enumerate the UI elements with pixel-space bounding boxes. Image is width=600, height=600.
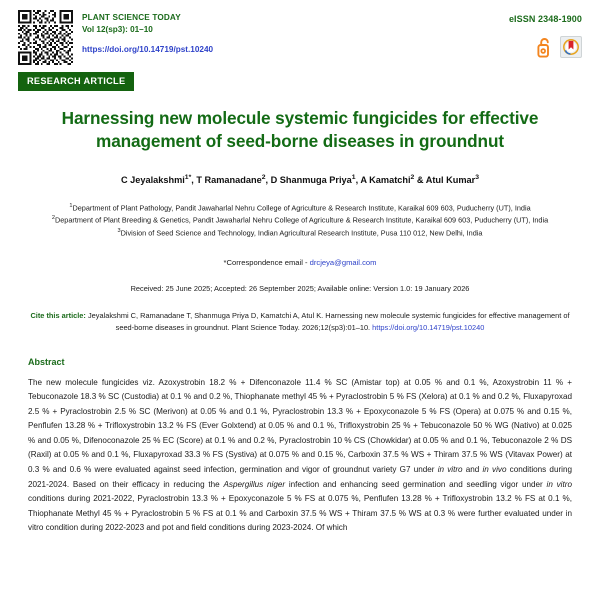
- eissn-label: eISSN 2348-1900: [508, 14, 582, 24]
- publication-dates: Received: 25 June 2025; Accepted: 26 September 2025; Available online: Version 1.0: 19 January 2026: [130, 283, 470, 293]
- author-name: C Jeyalakshmi: [120, 175, 185, 186]
- abstract-italic-term: in vivo: [482, 465, 507, 474]
- journal-logo-glyph: [563, 39, 579, 55]
- author-separator: &: [414, 175, 426, 186]
- abstract-italic-term: in vitro: [546, 479, 572, 489]
- author-list: [30, 173, 570, 187]
- masthead: [18, 0, 582, 65]
- author-affiliation-marker: 2: [410, 174, 415, 182]
- author-separator: ,: [355, 175, 361, 186]
- page-title: Harnessing new molecule systemic fungicides for effective management of seed-borne diseases in groundnut: [61, 108, 539, 152]
- abstract-heading: Abstract: [28, 356, 65, 367]
- citation-label: Cite this article:: [30, 310, 86, 320]
- author-affiliation-marker: 2: [261, 174, 266, 182]
- affiliation-marker: 2: [51, 215, 55, 222]
- author-separator: ,: [265, 175, 271, 186]
- affiliation-marker: 1: [69, 203, 73, 210]
- author-affiliation-marker: 3: [475, 174, 480, 182]
- author-affiliation-marker: 1*: [184, 174, 192, 182]
- author-name: T Ramanadane: [196, 175, 262, 186]
- citation-text: Jeyalakshmi C, Ramanadane T, Shanmuga Priya D, Kamatchi A, Atul K. Harnessing new molecule systemic fungicides for effective management of seed-borne diseases in groundnut. Plant Science Today. 2026;12(sp3):01–10.: [87, 310, 570, 332]
- author-affiliation-marker: 1: [351, 174, 356, 182]
- correspondence-email-link[interactable]: drcjeya@gmail.com: [309, 257, 377, 267]
- masthead-badges: [509, 36, 582, 58]
- author-separator: ,: [191, 175, 197, 186]
- correspondence: [18, 258, 582, 267]
- journal-info: [82, 10, 213, 59]
- affiliation-item: $^2$Department of Plant Breeding & Genetics, Pandit Jawaharlal Nehru College of Agriculture & Research Institute, Karaikal 609 603, Puducherry (UT), India: [51, 215, 549, 225]
- masthead-right: [509, 10, 582, 58]
- abstract-italic-term: in vitro: [437, 465, 463, 474]
- affiliation-item: $^1$Department of Plant Pathology, Pandit Jawaharlal Nehru College of Agriculture & Research Institute, Karaikal 609 603, Puducherry (UT), India: [69, 203, 531, 213]
- journal-volume: Vol 12(sp3): 01–10: [82, 24, 153, 34]
- open-lock-icon[interactable]: [537, 36, 552, 58]
- affiliation-item: $^3$Division of Seed Science and Technology, Indian Agricultural Research Institute, Pusa 110 012, New Delhi, India: [117, 227, 483, 238]
- author-name: Atul Kumar: [425, 175, 476, 186]
- abstract-section: [28, 357, 572, 536]
- author-name: A Kamatchi: [360, 175, 411, 186]
- journal-name: PLANT SCIENCE TODAY: [82, 13, 181, 22]
- masthead-left: [18, 10, 213, 65]
- qr-code-icon: [18, 10, 73, 65]
- affiliation-list: [32, 202, 568, 239]
- citation-doi-link[interactable]: https://doi.org/10.14719/pst.10240: [372, 322, 485, 332]
- abstract-body: The new molecule fungicides viz. Azoxystrobin 18.2 % + Difenconazole 11.4 % SC (Amistar top) at 0.05 % and 0.1 %, Azoxystrobin 11 % + Tebuconazole 18.3 % SC (Custodia) at 0.1 % and 0.2 %, Thiophanate methyl 45 % + Pyraclostrobin 5 % FS (Xelora) at 0.1 % and 0.2 %, Fluxapyroxad 2.5 % + Pyraclostrobin 2.5 % SC (Merivon) at 0.05 % and 0.1 %, Pyraclostrobin 13.3 % + Epoxyconazole 5 % FS (Opera) at 0.075 % and 0.15 %, Penflufen 13.28 % + Trifloxystrobin 13.2 % FS (Ever Golxtend) at 0.05 % and 0.1 %, Trifloxystrobin 25 % + Tebuconazole 50 % WG (Nativo) at 0.025 % and 0.05 %, Difenoconazole 25 % EC (Score) at 0.1 % and 0.2 %, Pyraclostrobin 10 % CS (Chowkidar) at 0.05 % and 0.1 %, Tebuconazole 2 % DS (Raxil) at 0.05 % and 0.1 %, Fluxapyroxad 33.3 % FS (Systiva) at 0.075 % and 0.15 %, Carboxin 37.5 % WS + Thiram 37.5 % WS (Vitavax Power) at 0.3 % and 0.6 % were evaluated against seed infection, germination and vigor of groundnut variety G7 under in vitro and in vivo conditions during 2021-2024. Based on their efficacy in reducing the Aspergillus niger infection and enhancing seed germination and seedling vigor under in vitro conditions during 2021-2022, Pyraclostrobin 13.3 % + Epoxyconazole 5 % FS at 0.075 %, Penflufen 13.28 % + Trifloxystrobin 13.2 % FS at 0.1 %, Thiophanate Methyl 45 % + Pyraclostrobin 5 % FS at 0.1 % and Carboxin 37.5 % WS + Thiram 37.5 % WS at 0.3 % were further evaluated under in vitro condition during 2022-2023 and pot and field conditions during 2023-2024. Of which: [28, 377, 573, 533]
- abstract-italic-term: Aspergillus niger: [223, 479, 286, 489]
- affiliation-marker: 3: [117, 227, 121, 234]
- journal-logo-icon[interactable]: [560, 36, 582, 58]
- author-name: D Shanmuga Priya: [270, 175, 352, 186]
- correspondence-label: *Correspondence email -: [223, 257, 308, 267]
- citation-block: [30, 310, 570, 334]
- journal-doi-link[interactable]: https://doi.org/10.14719/pst.10240: [82, 44, 214, 54]
- article-type-badge: RESEARCH ARTICLE: [18, 72, 134, 91]
